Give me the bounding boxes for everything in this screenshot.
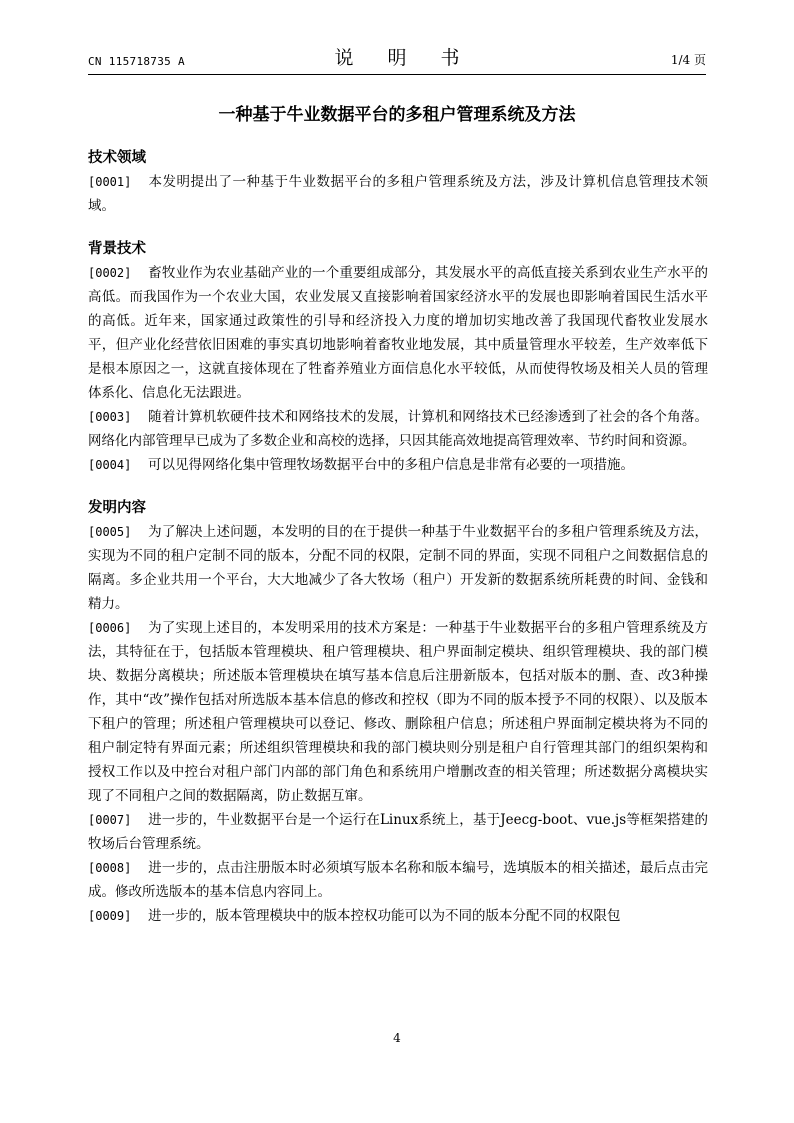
paragraph-number: [0001]: [88, 175, 132, 189]
section-background: [88, 237, 708, 477]
paragraph-text: 为了实现上述目的，本发明采用的技术方案是：一种基于牛业数据平台的多租户管理系统及方法，其特征在于，包括版本管理模块、租户管理模块、租户界面制定模块、组织管理模块、我的部门模块、数据分离模块；所述版本管理模块在填写基本信息后注册新版本，包括对版本的删、查、改3种操作，其中“改”操作包括对所选版本基本信息的修改和控权（即为不同的版本授予不同的权限）、以及版本下租户的管理；所述租户管理模块可以登记、修改、删除租户信息；所述租户界面制定模块将为不同的租户制定特有界面元素；所述组织管理模块和我的部门模块则分别是租户自行管理其部门的组织架构和授权工作以及中控台对租户部门内部的部门角色和系统用户增删改查的相关管理；所述数据分离模块实现了不同租户之间的数据隔离，防止数据互窜。: [88, 620, 708, 804]
paragraph-text: 进一步的，版本管理模块中的版本控权功能可以为不同的版本分配不同的权限包: [148, 908, 621, 924]
paragraph-text: 可以见得网络化集中管理牧场数据平台中的多租户信息是非常有必要的一项措施。: [148, 457, 634, 473]
paragraph: [88, 616, 708, 808]
paragraph: [88, 856, 708, 904]
paragraph-number: [0003]: [88, 410, 132, 424]
section-heading: 技术领域: [88, 150, 146, 166]
paragraph-text: 进一步的，点击注册版本时必须填写版本名称和版本编号，选填版本的相关描述，最后点击完成。修改所选版本的基本信息内容同上。: [88, 860, 708, 900]
document-type: 说 明 书: [334, 47, 474, 69]
paragraph-text: 随着计算机软硬件技术和网络技术的发展，计算机和网络技术已经渗透到了社会的各个角落。网络化内部管理早已成为了多数企业和高校的选择，只因其能高效地提高管理效率、节约时间和资源。: [88, 409, 708, 449]
section-technical-field: [88, 146, 708, 218]
paragraph: [88, 904, 708, 928]
document-body: [88, 146, 708, 928]
section-summary: [88, 496, 708, 928]
paragraph-number: [0005]: [88, 525, 132, 539]
paragraph: [88, 405, 708, 453]
paragraph-number: [0006]: [88, 621, 132, 635]
paragraph-number: [0007]: [88, 813, 132, 827]
paragraph-text: 本发明提出了一种基于牛业数据平台的多租户管理系统及方法，涉及计算机信息管理技术领域。: [88, 174, 708, 214]
paragraph: [88, 261, 708, 405]
section-heading: 背景技术: [88, 241, 146, 257]
publication-number: CN 115718735 A: [88, 55, 185, 68]
paragraph-number: [0004]: [88, 458, 132, 472]
page-count: 1/4 页: [670, 53, 706, 67]
page-number: 4: [393, 1031, 401, 1045]
paragraph-number: [0008]: [88, 861, 132, 875]
paragraph-text: 为了解决上述问题，本发明的目的在于提供一种基于牛业数据平台的多租户管理系统及方法，实现为不同的租户定制不同的版本，分配不同的权限，定制不同的界面，实现不同租户之间数据信息的隔离。多企业共用一个平台，大大地减少了各大牧场（租户）开发新的数据系统所耗费的时间、金钱和精力。: [88, 524, 708, 612]
section-heading: 发明内容: [88, 500, 146, 516]
paragraph: [88, 453, 708, 477]
paragraph-number: [0009]: [88, 909, 132, 923]
document-title: 一种基于牛业数据平台的多租户管理系统及方法: [218, 105, 576, 125]
paragraph-text: 畜牧业作为农业基础产业的一个重要组成部分，其发展水平的高低直接关系到农业生产水平的高低。而我国作为一个农业大国，农业发展又直接影响着国家经济水平的发展也即影响着国民生活水平的高低。近年来，国家通过政策性的引导和经济投入力度的增加切实地改善了我国现代畜牧业发展水平，但产业化经营依旧困难的事实真切地影响着畜牧业地发展，其中质量管理水平较差，生产效率低下是根本原因之一，这就直接体现在了牲畜养殖业方面信息化水平较低，从而使得牧场及相关人员的管理体系化、信息化无法跟进。: [88, 265, 708, 401]
paragraph: [88, 808, 708, 856]
paragraph: [88, 520, 708, 616]
page-header: [88, 44, 706, 75]
paragraph-number: [0002]: [88, 266, 132, 280]
paragraph-text: 进一步的，牛业数据平台是一个运行在Linux系统上，基于Jeecg-boot、vue.js等框架搭建的牧场后台管理系统。: [88, 812, 708, 852]
paragraph: [88, 170, 708, 218]
